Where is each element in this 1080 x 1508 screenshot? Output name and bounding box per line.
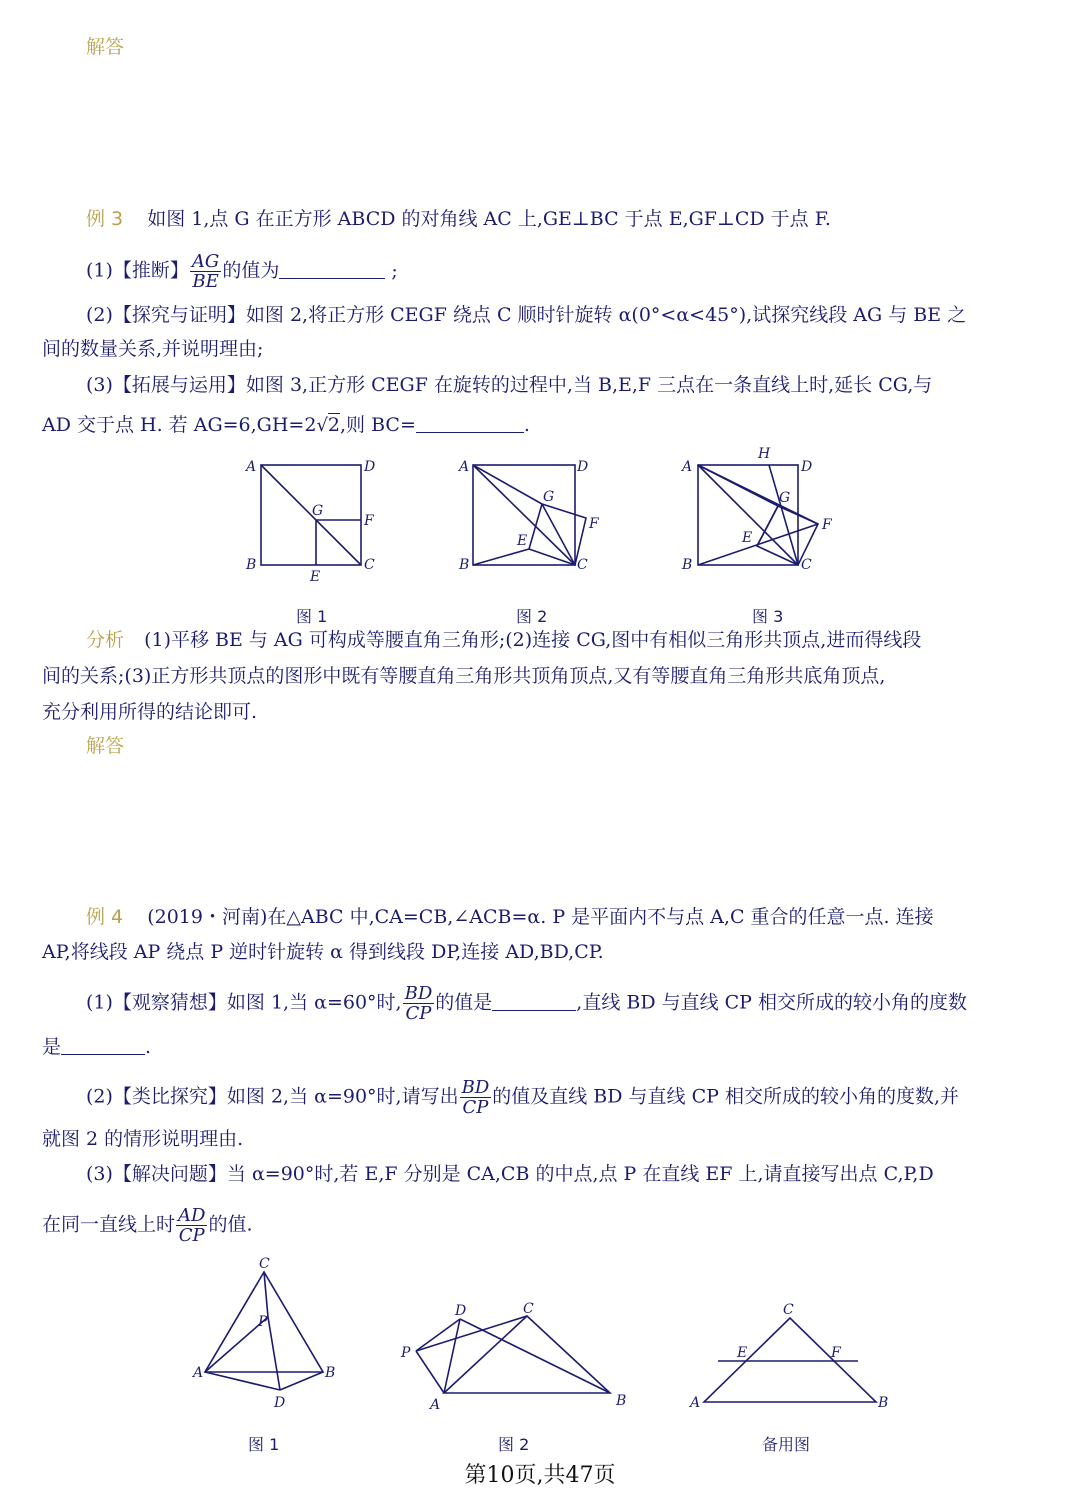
- label-P: P: [401, 1345, 411, 1361]
- ex4-q1-post: ,直线 BD 与直线 CP 相交所成的较小角的度数: [576, 991, 967, 1014]
- ex3-q1-frac-den: BE: [192, 271, 219, 292]
- ex3-q1: [86, 252, 1046, 291]
- segment-bd: [280, 1372, 323, 1390]
- label-A: A: [690, 1395, 701, 1411]
- ex4-q3-fraction: [176, 1206, 207, 1245]
- label-A: A: [682, 459, 693, 475]
- label-B: B: [878, 1395, 889, 1411]
- segment-db: [460, 1319, 610, 1393]
- ex4-q2-post: 的值及直线 BD 与直线 CP 相交所成的较小角的度数,并: [492, 1085, 959, 1108]
- segment-eg: [757, 506, 778, 546]
- label-F: F: [364, 513, 374, 529]
- label-E: E: [742, 530, 753, 546]
- ex4-q1-pre: (1)【观察猜想】如图 1,当 α=60°时,: [86, 991, 402, 1014]
- analysis-text-1: (1)平移 BE 与 AG 可构成等腰直角三角形;(2)连接 CG,图中有相似三角形共顶点,进而得线段: [144, 629, 922, 651]
- ex4-q2-pre: (2)【类比探究】如图 2,当 α=90°时,请写出: [86, 1085, 459, 1108]
- label-D: D: [455, 1303, 467, 1319]
- ex4-q2: [86, 1078, 1046, 1117]
- ex3-q3-line1: (3)【拓展与运用】如图 3,正方形 CEGF 在旋转的过程中,当 B,E,F 三点在一条直线上时,延长 CG,与: [86, 374, 933, 396]
- ex4-spare-caption: 备用图: [762, 1435, 811, 1454]
- ex3-figure-3: [678, 445, 848, 585]
- label-D: D: [364, 459, 376, 475]
- ex4-stem-1: (2019・河南)在△ABC 中,CA=CB,∠ACB=α. P 是平面内不与点 A,C 重合的任意一点. 连接: [147, 906, 934, 928]
- ex3-figure-1: [240, 455, 400, 595]
- analysis-label: 分析: [86, 629, 125, 651]
- label-B: B: [616, 1393, 627, 1409]
- ex4-figure-1: [190, 1252, 350, 1412]
- ex3-q1-frac-num: AG: [191, 251, 220, 272]
- ex3-q1-pre: (1)【推断】: [86, 259, 189, 282]
- label-F: F: [822, 517, 832, 533]
- label-A: A: [459, 459, 470, 475]
- label-B: B: [325, 1365, 336, 1381]
- ex4-q1-line2-end: .: [145, 1036, 152, 1058]
- triangle-abc: [704, 1318, 876, 1402]
- segment-af: [698, 465, 818, 524]
- label-C: C: [523, 1301, 534, 1317]
- label-C: C: [783, 1302, 794, 1318]
- label-A: A: [246, 459, 257, 475]
- segment-pa: [416, 1351, 444, 1393]
- label-B: B: [459, 557, 470, 573]
- ex3-stem: 如图 1,点 G 在正方形 ABCD 的对角线 AC 上,GE⊥BC 于点 E,GF⊥CD 于点 F.: [147, 208, 831, 230]
- label-D: D: [274, 1395, 286, 1411]
- ex4-q2-frac-den: CP: [462, 1097, 489, 1118]
- label-H: H: [758, 446, 771, 462]
- ex4-label: 例 4: [86, 906, 124, 928]
- label-A: A: [430, 1397, 441, 1413]
- ex4-q1-frac-den: CP: [405, 1003, 432, 1024]
- ex4-q1-blank-2[interactable]: [61, 1034, 145, 1055]
- analysis-line2: 间的关系;(3)正方形共顶点的图形中既有等腰直角三角形共顶角顶点,又有等腰直角三角形共底角顶点,: [42, 665, 886, 687]
- ex4-q1-frac-num: BD: [404, 983, 433, 1004]
- label-C: C: [364, 557, 375, 573]
- label-G: G: [543, 489, 555, 505]
- ex3-q1-post: 的值为: [222, 259, 280, 282]
- ex4-q3-line1: (3)【解决问题】当 α=90°时,若 E,F 分别是 CA,CB 的中点,点 P 在直线 EF 上,请直接写出点 C,P,D: [86, 1163, 934, 1185]
- ex4-fig2-caption: 图 2: [498, 1435, 530, 1454]
- label-F: F: [831, 1345, 841, 1361]
- ex4-fig1-caption: 图 1: [248, 1435, 280, 1454]
- ex3-q2-line2: 间的数量关系,并说明理由;: [42, 338, 264, 360]
- label-C: C: [801, 557, 812, 573]
- ex3-q3-end: .: [523, 414, 530, 436]
- label-A: A: [193, 1365, 204, 1381]
- page-footer: 第10页,共47页: [464, 1463, 616, 1488]
- ex4-figure-spare: [688, 1296, 898, 1416]
- ex3-stem-line: [86, 204, 1046, 234]
- label-P: P: [258, 1314, 268, 1330]
- ex3-fig3-caption: 图 3: [752, 607, 784, 626]
- analysis-line1: [86, 625, 1046, 655]
- segment-pc: [416, 1316, 527, 1351]
- ex4-q1-line2: [42, 1032, 1042, 1062]
- ex4-q3-line2-pre: 在同一直线上时: [42, 1213, 176, 1236]
- answer-label-ex3: 解答: [86, 735, 125, 757]
- segment-pd: [268, 1317, 280, 1390]
- sqrt-symbol: √: [316, 415, 328, 436]
- label-G: G: [779, 490, 791, 506]
- ex3-q3-blank[interactable]: [416, 412, 524, 433]
- square-cegf-rotated: [529, 504, 586, 565]
- ex3-q1-fraction: [190, 252, 221, 291]
- ex3-label: 例 3: [86, 208, 124, 230]
- label-E: E: [737, 1345, 748, 1361]
- answer-label-top: 解答: [86, 36, 125, 58]
- label-C: C: [577, 557, 588, 573]
- ex4-q3-line2-post: 的值.: [208, 1213, 253, 1236]
- ex4-q1-line2-pre: 是: [42, 1036, 62, 1058]
- ex3-figure-2: [456, 455, 616, 595]
- label-C: C: [259, 1256, 270, 1272]
- diagonal-ac: [261, 465, 361, 565]
- ex3-q1-blank[interactable]: [279, 258, 385, 279]
- label-D: D: [801, 459, 813, 475]
- ex4-q3-frac-den: CP: [178, 1225, 205, 1246]
- ex3-q3-line2-pre: AD 交于点 H. 若 AG=6,GH=2: [42, 414, 317, 436]
- ex3-q2-line1: (2)【探究与证明】如图 2,将正方形 CEGF 绕点 C 顺时针旋转 α(0°<α<45°),试探究线段 AG 与 BE 之: [86, 304, 967, 326]
- ex3-q3-line2-post: ,则 BC=: [340, 414, 416, 436]
- label-G: G: [312, 503, 324, 519]
- ex4-q3-line2: [42, 1206, 1042, 1245]
- label-E: E: [517, 533, 528, 549]
- ex4-figure-2: [396, 1295, 636, 1415]
- ex4-q3-frac-num: AD: [178, 1205, 206, 1226]
- ex3-fig2-caption: 图 2: [516, 607, 548, 626]
- ex3-q3-line2: [42, 410, 1042, 441]
- ex4-q2-line2: 就图 2 的情形说明理由.: [42, 1128, 244, 1150]
- label-B: B: [246, 557, 257, 573]
- label-F: F: [589, 516, 599, 532]
- ex3-q3-sqrt: 2: [327, 414, 341, 436]
- ex4-q1: [86, 984, 1046, 1023]
- ex3-q1-end: ;: [391, 259, 398, 282]
- ex4-stem-line1: [86, 902, 1046, 932]
- ex4-q2-frac-num: BD: [461, 1077, 490, 1098]
- ex4-stem-line2: AP,将线段 AP 绕点 P 逆时针旋转 α 得到线段 DP,连接 AD,BD,CP.: [42, 941, 604, 963]
- segment-be: [473, 549, 529, 565]
- ex3-fig1-caption: 图 1: [296, 607, 328, 626]
- label-E: E: [310, 569, 321, 585]
- segment-ad: [444, 1319, 460, 1393]
- label-B: B: [682, 557, 693, 573]
- analysis-line3: 充分利用所得的结论即可.: [42, 701, 258, 723]
- ex4-q1-blank-1[interactable]: [492, 990, 576, 1011]
- segment-ad: [205, 1372, 280, 1390]
- ex4-q2-fraction: [460, 1078, 492, 1117]
- ex4-q1-fraction: [403, 984, 435, 1023]
- ex4-q1-mid: 的值是: [435, 991, 493, 1014]
- label-D: D: [577, 459, 589, 475]
